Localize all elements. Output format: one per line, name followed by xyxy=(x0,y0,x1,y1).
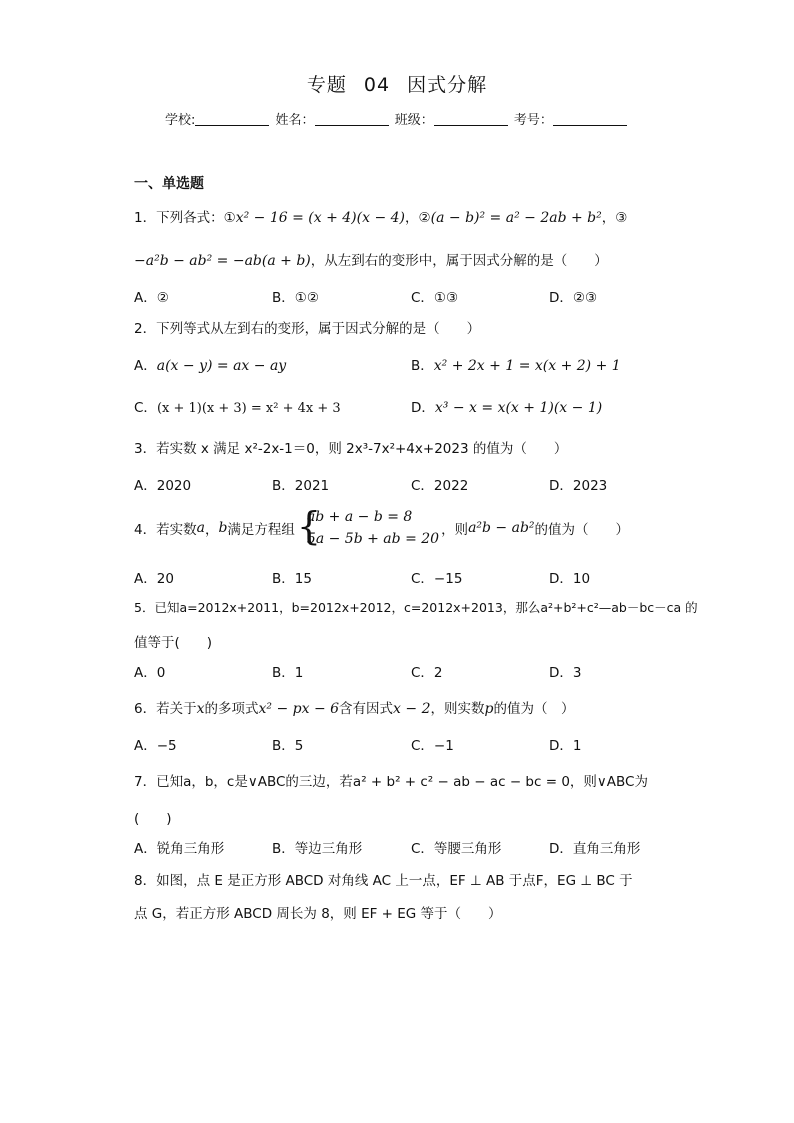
q6-option-b[interactable]: B．5 xyxy=(272,738,304,754)
q3-option-d[interactable]: D．2023 xyxy=(549,478,608,494)
q2-b-label: B． xyxy=(411,358,434,374)
q1-circle1: ① xyxy=(223,210,236,226)
q2-option-d[interactable] xyxy=(411,396,602,416)
q8-line2: 点 G，若正方形 ABCD 周长为 8，则 EF + EG 等于（ ） xyxy=(134,906,502,922)
q4-expr: a²b − ab² xyxy=(468,520,535,536)
q4-var-b: b xyxy=(218,520,228,536)
q5-option-c[interactable]: C．2 xyxy=(411,665,443,681)
section-heading: 一、单选题 xyxy=(134,176,204,192)
name-blank[interactable] xyxy=(315,111,389,126)
q1-intro: 1．下列各式： xyxy=(134,210,224,226)
q8-line1: 8．如图，点 E 是正方形 ABCD 对角线 AC 上一点，EF ⊥ AB 于点F，EG ⊥ BC 于 xyxy=(134,873,633,889)
q1-expr2: (a − b)² = a² − 2ab + b² xyxy=(430,210,602,226)
q2-stem: 2．下列等式从左到右的变形，属于因式分解的是（ ） xyxy=(134,321,481,337)
q2-c-label: C． xyxy=(134,400,157,416)
number-blank[interactable] xyxy=(553,111,627,126)
q2-c-expr: (x + 1)(x + 3) = x² + 4x + 3 xyxy=(156,401,341,416)
q5-option-d[interactable]: D．3 xyxy=(549,665,582,681)
q5-line2: 值等于( ) xyxy=(134,635,213,651)
q6-mid2: 含有因式 xyxy=(339,701,394,717)
q6-factor: x − 2 xyxy=(393,701,431,717)
q3-option-a[interactable]: A．2020 xyxy=(134,478,192,494)
q6-stem xyxy=(134,697,574,717)
q1-expr3: −a²b − ab² = −ab(a + b) xyxy=(134,253,311,269)
q2-option-a[interactable] xyxy=(134,354,286,374)
q4-option-b[interactable]: B．15 xyxy=(272,571,312,587)
q1-option-c[interactable]: C．①③ xyxy=(411,290,459,306)
q6-var-p: p xyxy=(484,701,494,717)
q1-tail: ，从左到右的变形中，属于因式分解的是（ ） xyxy=(310,253,608,269)
q6-poly: x² − px − 6 xyxy=(258,701,340,717)
q7-option-c[interactable]: C．等腰三角形 xyxy=(411,841,502,857)
q5-option-b[interactable]: B．1 xyxy=(272,665,304,681)
q4-eq2: 5a − 5b + ab = 20 xyxy=(306,531,440,547)
q4-post: ，则 xyxy=(441,522,469,538)
q1-sep2: ，③ xyxy=(601,210,628,226)
q3-stem: 3．若实数 x 满足 x²-2x-1＝0，则 2x³-7x²+4x+2023 的值为（ ） xyxy=(134,441,568,457)
q4-equation-system xyxy=(297,506,439,550)
q6-mid3: ，则实数 xyxy=(430,701,485,717)
q4-var-a: a xyxy=(196,520,205,536)
q1-option-d[interactable]: D．②③ xyxy=(549,290,598,306)
student-info-line xyxy=(165,109,629,128)
q2-b-expr: x² + 2x + 1 = x(x + 2) + 1 xyxy=(433,358,621,374)
q2-a-label: A． xyxy=(134,358,157,374)
q4-tail: 的值为（ ） xyxy=(534,522,630,538)
q6-pre: 6．若关于 xyxy=(134,701,197,717)
q1-expr1: x² − 16 = (x + 4)(x − 4) xyxy=(235,210,406,226)
q4-stem xyxy=(134,506,629,550)
name-label: 姓名： xyxy=(275,113,315,128)
school-label: 学校: xyxy=(165,113,196,128)
q7-option-b[interactable]: B．等边三角形 xyxy=(272,841,363,857)
class-blank[interactable] xyxy=(434,111,508,126)
q2-d-expr: x³ − x = x(x + 1)(x − 1) xyxy=(434,400,603,416)
q1-option-a[interactable]: A．② xyxy=(134,290,169,306)
q7-line2: ( ) xyxy=(134,811,172,827)
q2-option-b[interactable] xyxy=(411,354,621,374)
page-title: 专题 04 因式分解 xyxy=(306,74,488,96)
q4-option-d[interactable]: D．10 xyxy=(549,571,591,587)
q4-brace-icon: { xyxy=(296,504,322,548)
q3-option-b[interactable]: B．2021 xyxy=(272,478,330,494)
q1-circle2: ② xyxy=(418,210,431,226)
q6-tail: 的值为（ ） xyxy=(493,701,575,717)
q3-option-c[interactable]: C．2022 xyxy=(411,478,469,494)
class-label: 班级： xyxy=(394,113,434,128)
q7-line1: 7．已知a，b，c是∨ABC的三边，若a² + b² + c² − ab − ac − bc = 0，则∨ABC为 xyxy=(134,774,648,790)
q5-line1: 5．已知a=2012x+2011，b=2012x+2012，c=2012x+2013，那么a²+b²+c²—ab－bc－ca 的 xyxy=(134,600,698,615)
q2-option-c[interactable] xyxy=(134,396,341,416)
q7-option-d[interactable]: D．直角三角形 xyxy=(549,841,641,857)
q4-eq1: ab + a − b = 8 xyxy=(306,509,413,525)
q5-option-a[interactable]: A．0 xyxy=(134,665,166,681)
q6-option-c[interactable]: C．−1 xyxy=(411,738,454,754)
q6-mid: 的多项式 xyxy=(204,701,259,717)
q6-option-d[interactable]: D．1 xyxy=(549,738,582,754)
q4-pre: 4．若实数 xyxy=(134,522,197,538)
q6-var-x: x xyxy=(196,701,205,717)
q2-a-expr: a(x − y) = ax − ay xyxy=(156,358,287,374)
q1-sep1: ， xyxy=(405,210,419,226)
q1-option-b[interactable]: B．①② xyxy=(272,290,319,306)
school-blank[interactable] xyxy=(195,111,269,126)
q4-option-a[interactable]: A．20 xyxy=(134,571,174,587)
q1-line1 xyxy=(134,206,627,226)
q4-mid: ， xyxy=(204,522,219,538)
q2-d-label: D． xyxy=(411,400,435,416)
q1-line2 xyxy=(134,249,608,269)
q4-option-c[interactable]: C．−15 xyxy=(411,571,463,587)
number-label: 考号： xyxy=(513,113,553,128)
q7-option-a[interactable]: A．锐角三角形 xyxy=(134,841,225,857)
q4-mid2: 满足方程组 xyxy=(227,522,295,538)
q6-option-a[interactable]: A．−5 xyxy=(134,738,177,754)
